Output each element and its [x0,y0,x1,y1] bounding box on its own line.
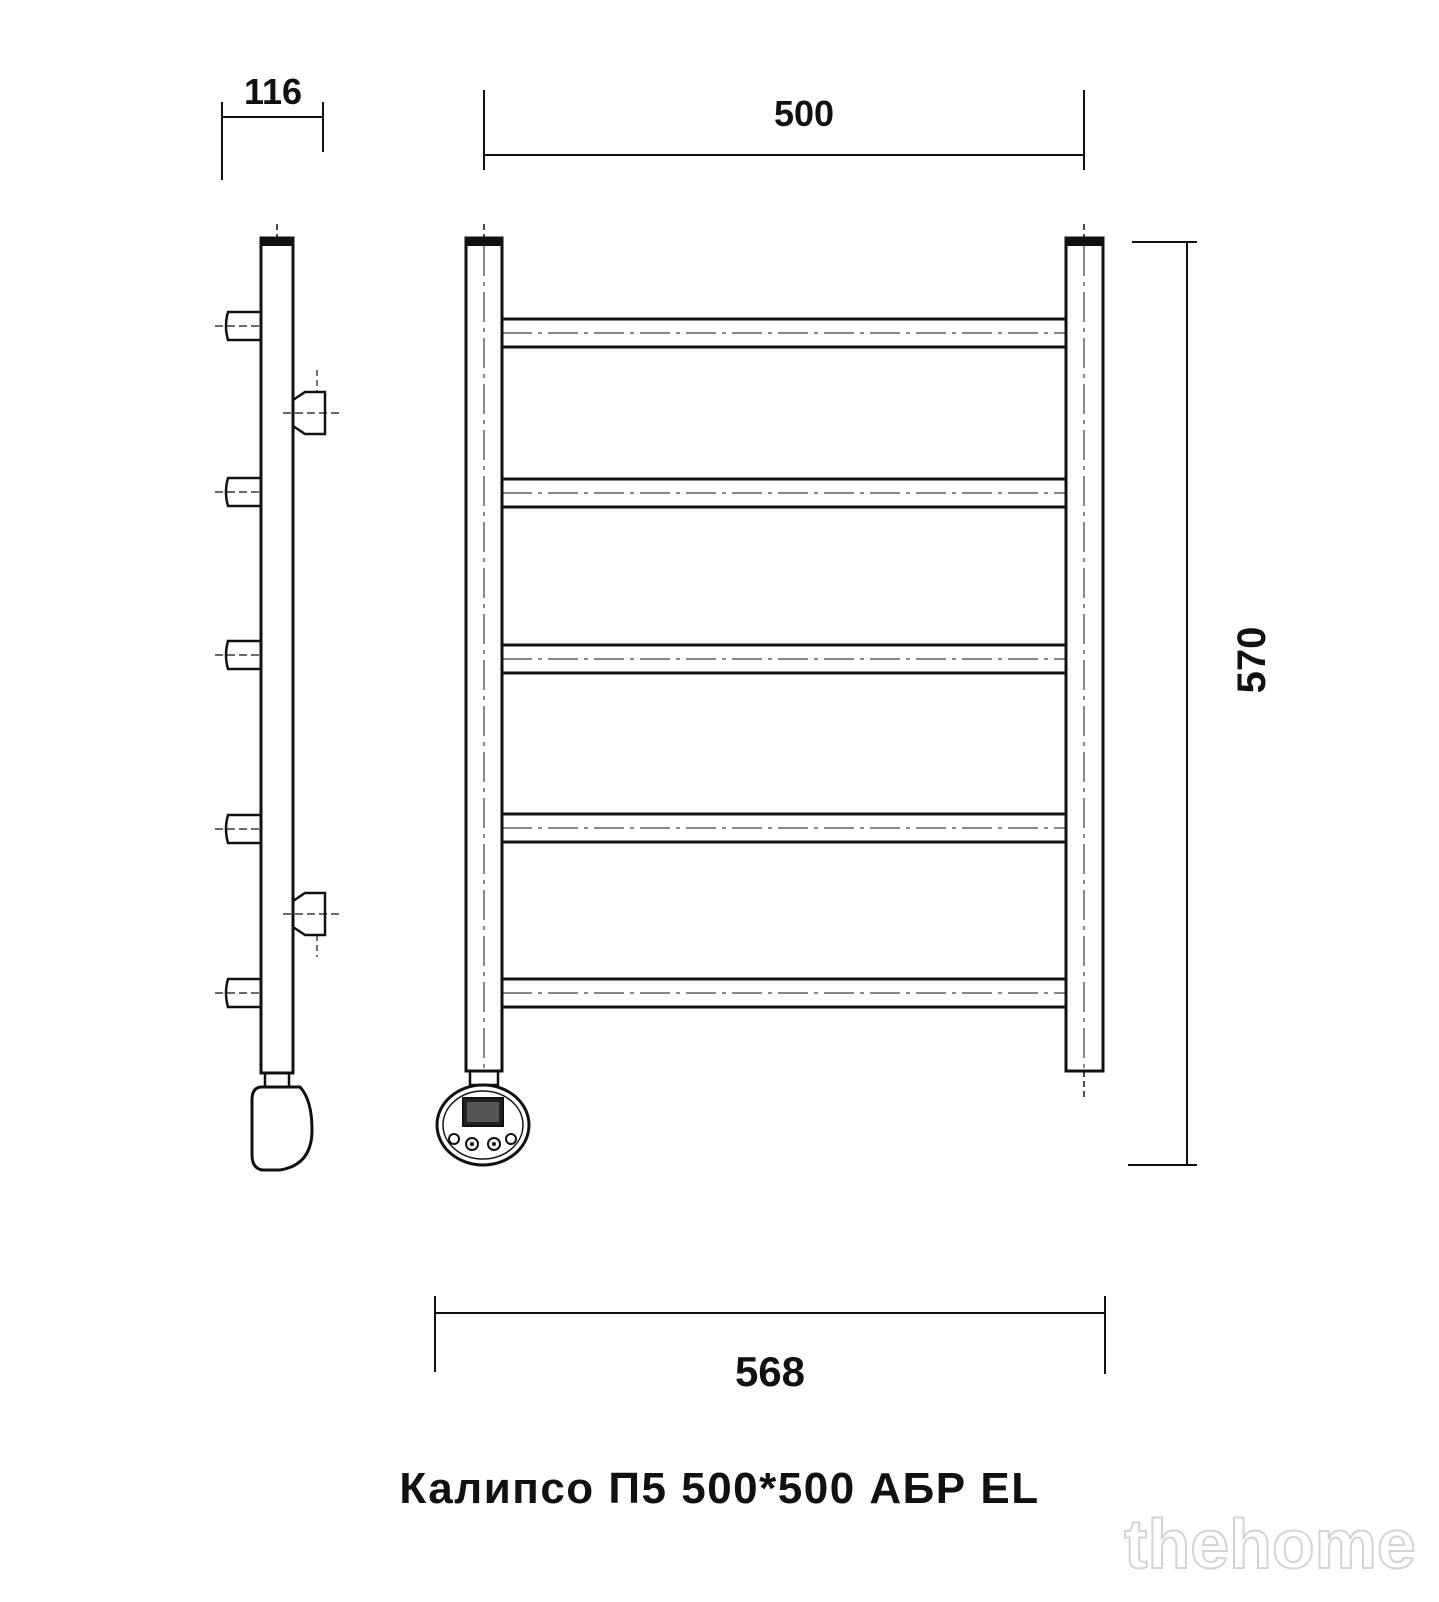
overall-width-label: 568 [734,1348,806,1395]
side-heater [252,1073,312,1170]
watermark-logo [1110,1500,1430,1590]
dimension-overall-width [435,1296,1105,1395]
height-label: 570 [1230,626,1274,694]
watermark-text: thehome [1124,1505,1416,1583]
inner-width-label: 500 [773,93,835,134]
side-view [215,224,340,1170]
side-brackets [215,312,261,1007]
control-button-icon [506,1134,516,1144]
front-view [437,224,1103,1165]
dimension-height [1128,242,1274,1165]
control-button-icon [449,1134,459,1144]
heater-controller [437,1071,529,1165]
dimension-depth [222,71,323,180]
rungs [502,319,1066,1007]
product-caption: Калипсо П5 500*500 АБР EL [399,1464,1040,1513]
depth-label: 116 [243,71,303,112]
dimension-inner-width [484,90,1084,170]
